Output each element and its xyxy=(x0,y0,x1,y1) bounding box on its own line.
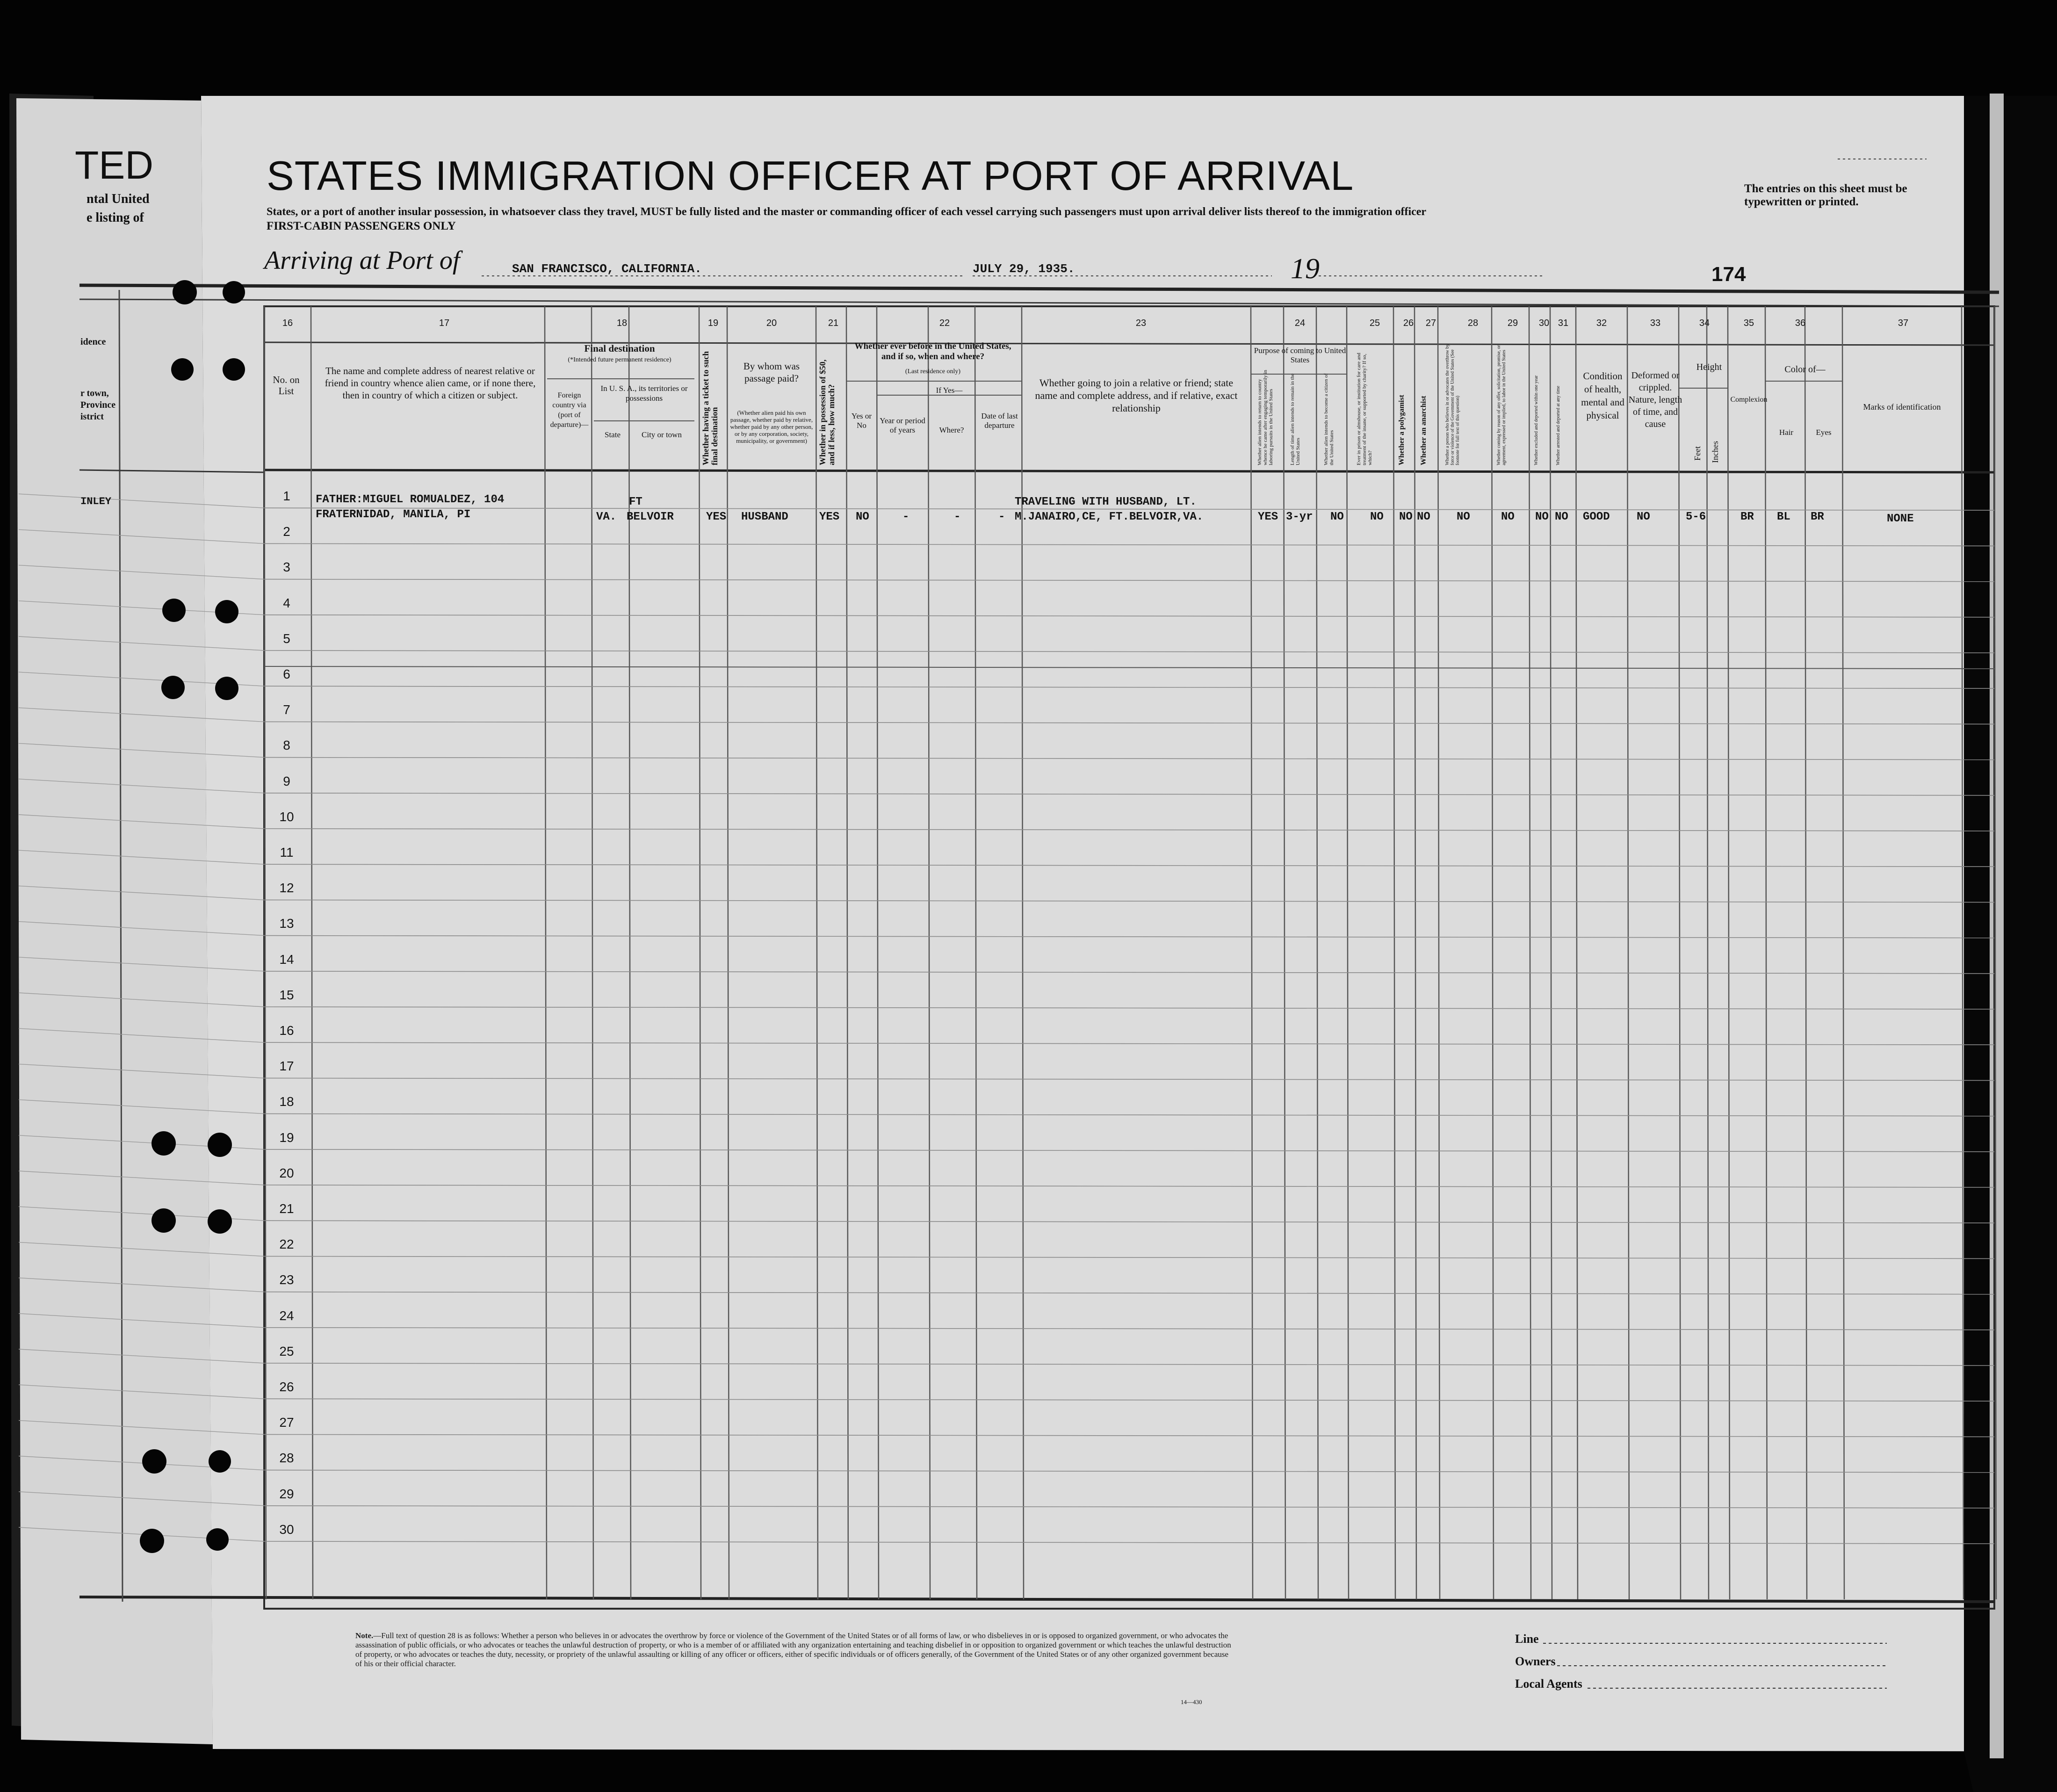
column-number: 29 xyxy=(1507,318,1518,328)
row-number: 27 xyxy=(279,1415,294,1430)
entry-length-stay: 3-yr xyxy=(1286,511,1313,523)
column-number: 23 xyxy=(1135,318,1147,328)
row-number: 2 xyxy=(283,524,290,539)
col24-title: Purpose of coming to United States xyxy=(1254,346,1346,364)
col24-a: Whether alien intends to return to country whence he came after engaging temporarily in laboring pursuits in the United States xyxy=(1257,369,1274,465)
col37-header: Marks of identification xyxy=(1863,402,1941,412)
left-col-label-4: istrict xyxy=(80,412,104,422)
entry-before-in-us: NO xyxy=(856,511,869,523)
sheet-number: 174 xyxy=(1711,263,1746,286)
row-number: 16 xyxy=(279,1023,294,1038)
entry-join-line2: M.JANAIRO,CE, FT.BELVOIR,VA. xyxy=(1015,511,1204,523)
row-number: 8 xyxy=(283,738,290,753)
row-number: 17 xyxy=(279,1059,294,1074)
entry-deformed: NO xyxy=(1637,511,1650,523)
entry-eyes: BR xyxy=(1811,511,1824,523)
entry-hair: BL xyxy=(1777,511,1790,523)
column-number: 37 xyxy=(1898,318,1909,328)
local-agents-label: Local Agents xyxy=(1515,1677,1582,1691)
col24-c: Whether alien intends to become a citizen of the United States xyxy=(1323,373,1335,465)
col22-yesno: Yes or No xyxy=(851,412,872,430)
entry-return-intent: YES xyxy=(1258,511,1278,523)
col22-where: Where? xyxy=(939,426,964,434)
column-number: 20 xyxy=(766,318,777,328)
column-number: 33 xyxy=(1650,318,1661,328)
col24-b: Length of time alien intends to remain in the United States xyxy=(1290,373,1301,465)
left-page-line-1: ntal United xyxy=(87,192,150,206)
column-number: 30 xyxy=(1538,318,1550,328)
footnote xyxy=(355,1631,1234,1669)
col17-header: The name and complete address of nearest relative or friend in country whence alien came, or if none there, then in country of which a citizen or subject. xyxy=(325,365,536,401)
line-label: Line xyxy=(1515,1632,1539,1646)
column-number: 32 xyxy=(1596,318,1607,328)
page-title: STATES IMMIGRATION OFFICER AT PORT OF ARRIVAL xyxy=(267,152,1354,199)
column-number: 22 xyxy=(939,318,950,328)
row-number: 7 xyxy=(283,702,290,717)
entry-q28: NO xyxy=(1457,511,1470,523)
row-number: 6 xyxy=(283,667,290,681)
column-number: 24 xyxy=(1294,318,1306,328)
col21-header: Whether in possession of $50, and if less, how much? xyxy=(818,359,836,465)
row-number: 11 xyxy=(280,845,294,860)
entry-state: VA. xyxy=(596,511,617,523)
entry-arrested: NO xyxy=(1555,511,1568,523)
column-number: 16 xyxy=(282,318,293,328)
column-number: 25 xyxy=(1369,318,1380,328)
col22-year: Year or period of years xyxy=(880,416,925,434)
col16-header: No. on List xyxy=(273,374,300,397)
column-number: 17 xyxy=(439,318,450,328)
row-number: 13 xyxy=(279,916,294,931)
year-prefix: 19 xyxy=(1291,253,1320,285)
typewritten-note: The entries on this sheet must be typewritten or printed. xyxy=(1744,182,1907,208)
entry-height: 5-6 xyxy=(1686,511,1706,523)
row-number: 28 xyxy=(279,1451,294,1466)
col34-feet: Feet xyxy=(1693,446,1702,461)
col34-title: Height xyxy=(1696,362,1722,372)
col29-header: Whether coming by reason of any offer, solicitation, promise, or agreement, expressed or implied, to labor in the United States xyxy=(1496,345,1507,465)
entry-ticket: YES xyxy=(706,511,727,523)
row-number: 23 xyxy=(279,1272,294,1287)
col18-foreign: Foreign country via (port of departure)— xyxy=(550,391,589,429)
col26-header: Whether a polygamist xyxy=(1398,395,1406,465)
row-number: 30 xyxy=(279,1522,294,1537)
left-row1-value: INLEY xyxy=(80,496,112,507)
col19-header: Whether having a ticket to such final destination xyxy=(701,351,719,465)
col18-title: Final destination xyxy=(584,343,655,354)
col18-sub: (*Intended future permanent residence) xyxy=(568,356,671,363)
row-number: 18 xyxy=(279,1094,294,1109)
column-number: 31 xyxy=(1558,318,1569,328)
row-number: 19 xyxy=(279,1130,294,1145)
col20-title: By whom was passage paid? xyxy=(743,361,800,384)
column-number: 36 xyxy=(1795,318,1806,328)
col33-header: Deformed or crippled. Nature, length of time, and cause xyxy=(1628,370,1682,429)
row-number: 24 xyxy=(279,1308,294,1323)
col22-ifyes: If Yes— xyxy=(936,386,963,395)
entry-date-departure: - xyxy=(998,511,1005,523)
header-notice: States, or a port of another insular possession, in whatsoever class they travel, MUST be fully listed and the master or commanding officer of each vessel carrying such passengers must upon arrival deliver lists thereof to the immigration officer xyxy=(267,206,1427,218)
column-number: 21 xyxy=(828,318,839,328)
col18-city: City or town xyxy=(642,430,682,439)
left-col-label-3: Province xyxy=(80,400,116,410)
column-number: 28 xyxy=(1467,318,1479,328)
row-number: 3 xyxy=(283,560,290,575)
footnote-label: Note. xyxy=(355,1631,374,1640)
entry-marks: NONE xyxy=(1887,513,1914,525)
entry-health: GOOD xyxy=(1583,511,1610,523)
class-line: FIRST-CABIN PASSENGERS ONLY xyxy=(267,220,456,232)
left-col-label-2: r town, xyxy=(80,388,109,398)
col36-title: Color of— xyxy=(1784,364,1826,375)
port-value: SAN FRANCISCO, CALIFORNIA. xyxy=(512,262,702,276)
entry-where: - xyxy=(954,511,961,523)
col18-state: State xyxy=(605,430,621,439)
col22-date: Date of last departure xyxy=(981,412,1018,430)
entry-anarchist: NO xyxy=(1417,511,1430,523)
col34-inches: Inches xyxy=(1711,441,1720,463)
row-number: 14 xyxy=(279,952,294,967)
entry-prison: NO xyxy=(1370,511,1384,523)
row-number: 25 xyxy=(279,1344,294,1358)
column-number: 27 xyxy=(1425,318,1436,328)
footnote-text: —Full text of question 28 is as follows: Whether a person who believes in or advocates the overthrow by force or violence of the Government of the United States or of all forms of law, or who disbelieves in or is opposed to organized government, or who advocates the assassination of public officials, or who advocates or teaches the unlawful destruction of property, or who is a member of or affiliated with any organization entertaining and teaching disbelief in or opposition to organized government or which teaches the unlawful destruction of property, or who advocates or teaches the duty, necessity, or propriety of the unlawful assaulting or killing of any officer or officers, either of specific individuals or of officers generally, of the Government of the United States or of any other organized government because of his or their official character. xyxy=(355,1631,1231,1668)
row-number: 21 xyxy=(279,1201,294,1216)
col27-header: Whether an anarchist xyxy=(1420,396,1428,465)
col36-eyes: Eyes xyxy=(1816,428,1832,437)
row-number: 12 xyxy=(279,881,294,896)
column-number: 19 xyxy=(707,318,719,328)
entry-city-line2: BELVOIR xyxy=(627,511,674,523)
col20-sub: (Whether alien paid his own passage, whether paid by relative, whether paid by any other person, or by any corporation, society, municipality, or government) xyxy=(730,409,813,444)
col32-header: Condition of health, mental and physical xyxy=(1581,370,1624,421)
col22-sub: (Last residence only) xyxy=(905,368,961,375)
entry-join-line1: TRAVELING WITH HUSBAND, LT. xyxy=(1015,496,1197,508)
row-number: 1 xyxy=(283,489,290,503)
row-number: 22 xyxy=(279,1237,294,1252)
row-number: 5 xyxy=(283,631,290,646)
date-value: JULY 29, 1935. xyxy=(973,262,1075,276)
entry-relative-line1: FATHER:MIGUEL ROMUALDEZ, 104 xyxy=(316,493,505,506)
entry-year: - xyxy=(902,511,909,523)
col30-header: Whether excluded and deported within one year xyxy=(1534,375,1539,465)
entry-city-line1: FT xyxy=(629,496,642,508)
form-number: 14—430 xyxy=(1181,1698,1202,1705)
row-number: 9 xyxy=(283,773,290,788)
row-number: 15 xyxy=(279,987,294,1002)
column-number: 18 xyxy=(616,318,628,328)
entry-fifty-dollars: YES xyxy=(819,511,840,523)
column-number: 26 xyxy=(1403,318,1414,328)
row-number: 10 xyxy=(279,809,294,824)
entry-paid-by: HUSBAND xyxy=(741,511,788,523)
column-number: 35 xyxy=(1743,318,1754,328)
arriving-label: Arriving at Port of xyxy=(264,246,460,275)
entry-polygamist: NO xyxy=(1399,511,1413,523)
row-number: 20 xyxy=(279,1165,294,1180)
left-page-title: TED xyxy=(75,143,153,187)
left-col-label-1: idence xyxy=(80,337,106,347)
col22-title: Whether ever before in the United States, and if so, when and where? xyxy=(854,341,1011,361)
col35-header: Complexion xyxy=(1730,396,1768,404)
col31-header: Whether arrested and deported at any time xyxy=(1556,386,1561,465)
col25-header: Ever in prison or almshouse, or institution for care and treatment of the insane, or supported by charity? If so, which? xyxy=(1356,353,1373,465)
col36-hair: Hair xyxy=(1779,428,1794,437)
entry-complexion: BR xyxy=(1740,511,1754,523)
column-number: 34 xyxy=(1699,318,1710,328)
left-page-line-2: e listing of xyxy=(87,210,144,225)
row-number: 26 xyxy=(279,1380,294,1394)
entry-citizen-intent: NO xyxy=(1330,511,1344,523)
row-number: 4 xyxy=(283,595,290,610)
entry-relative-line2: FRATERNIDAD, MANILA, PI xyxy=(316,508,471,521)
col18-usa: In U. S. A., its territories or possessions xyxy=(600,384,688,403)
row-number: 29 xyxy=(279,1486,294,1501)
entry-offer-labor: NO xyxy=(1501,511,1515,523)
col28-header: Whether a person who believes in or advocates the overthrow by force or violence of the Government of the United States (See footnote for full text of this question) xyxy=(1445,344,1460,465)
col23-header: Whether going to join a relative or friend; state name and complete address, and if relative, exact relationship xyxy=(1035,377,1238,414)
entry-excluded: NO xyxy=(1535,511,1549,523)
owners-label: Owners xyxy=(1515,1655,1556,1668)
